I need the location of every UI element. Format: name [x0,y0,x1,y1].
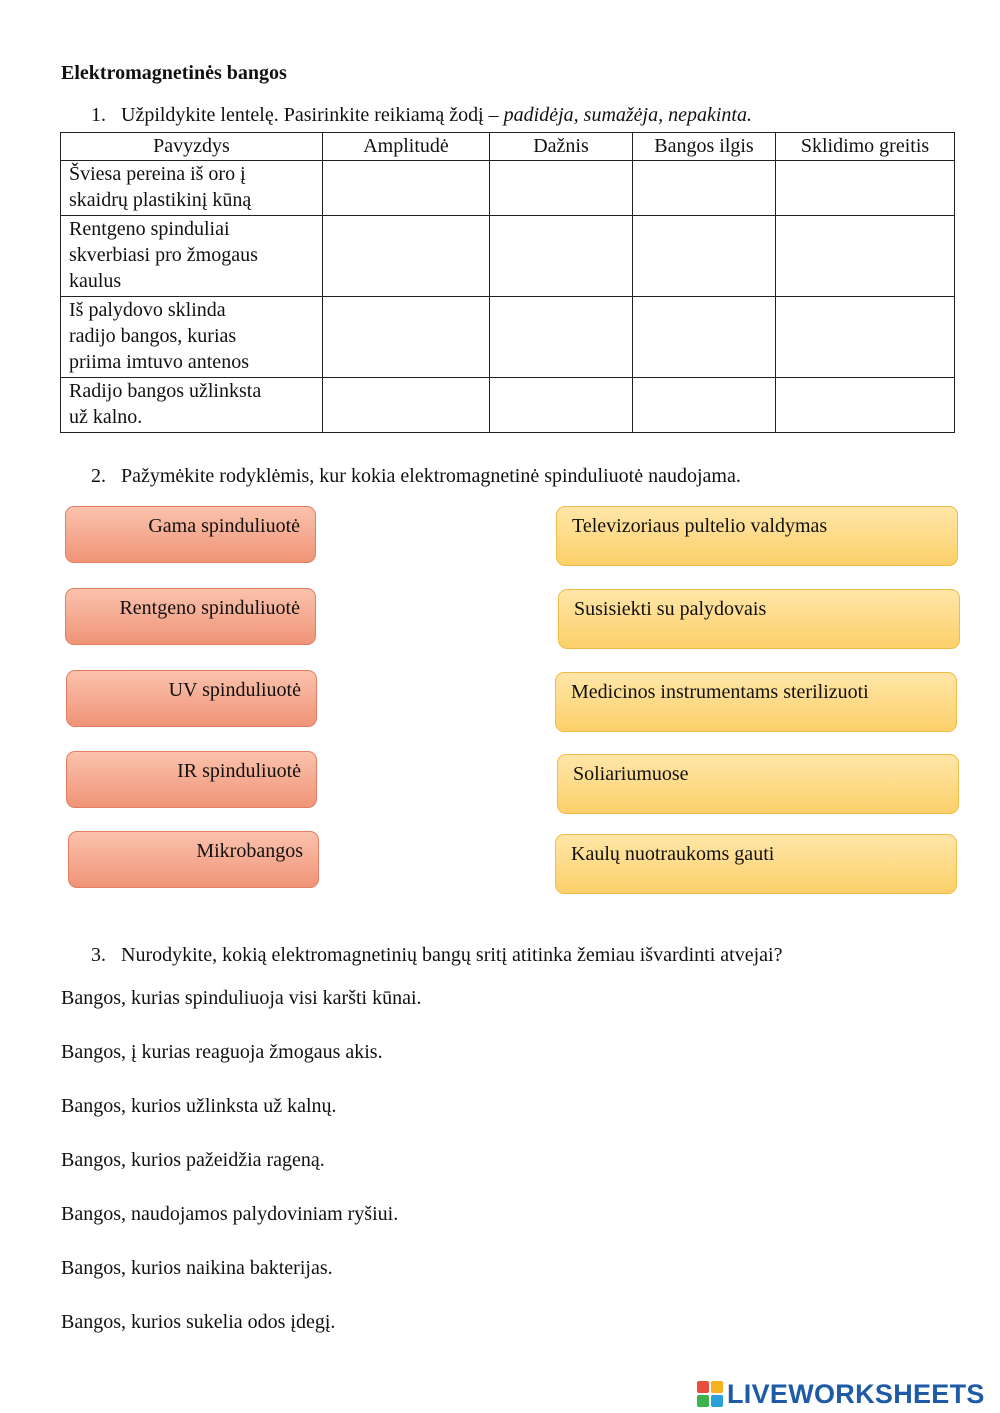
use-box-tv-remote[interactable]: Televizoriaus pultelio valdymas [556,506,958,566]
liveworksheets-wordmark: LIVEWORKSHEETS [727,1378,985,1409]
question-3-number: 3. [91,944,106,966]
question-2-number: 2. [91,465,106,487]
logo-square [711,1395,723,1407]
answer-cell[interactable] [633,216,776,297]
table-row [61,161,955,216]
liveworksheets-brand [697,1378,985,1410]
logo-square [697,1395,709,1407]
answer-cell[interactable] [776,297,955,378]
question-2 [91,465,741,488]
answer-cell[interactable] [323,297,490,378]
radiation-box-gamma[interactable]: Gama spinduliuotė [65,506,316,563]
use-box-sterilization[interactable]: Medicinos instrumentams sterilizuoti [555,672,957,732]
example-cell: Iš palydovo sklinda radijo bangos, kurias priima imtuvo antenos [61,297,323,378]
answer-cell[interactable] [323,378,490,433]
case-line: Bangos, kurias spinduliuoja visi karšti kūnai. [61,987,422,1009]
answer-cell[interactable] [323,216,490,297]
table-header-row [61,133,955,161]
question-1-options: padidėja, sumažėja, nepakinta. [503,104,752,126]
case-line: Bangos, kurios naikina bakterijas. [61,1257,333,1279]
column-header: Amplitudė [323,133,490,161]
table-row [61,216,955,297]
worksheet-title: Elektromagnetinės bangos [61,62,287,84]
logo-square [697,1381,709,1393]
column-header: Pavyzdys [61,133,323,161]
example-cell: Rentgeno spinduliai skverbiasi pro žmogaus kaulus [61,216,323,297]
question-3 [91,944,782,967]
answer-cell[interactable] [323,161,490,216]
radiation-box-uv[interactable]: UV spinduliuotė [66,670,317,727]
answer-cell[interactable] [776,378,955,433]
example-cell: Radijo bangos užlinksta už kalno. [61,378,323,433]
answer-cell[interactable] [633,297,776,378]
radiation-box-ir[interactable]: IR spinduliuotė [66,751,317,808]
column-header: Sklidimo greitis [776,133,955,161]
answer-cell[interactable] [776,216,955,297]
radiation-box-xray[interactable]: Rentgeno spinduliuotė [65,588,316,645]
case-line: Bangos, naudojamos palydoviniam ryšiui. [61,1203,399,1225]
example-cell: Šviesa pereina iš oro į skaidrų plastikinį kūną [61,161,323,216]
answer-table [60,132,955,433]
table-row [61,297,955,378]
answer-cell[interactable] [633,161,776,216]
answer-cell[interactable] [490,161,633,216]
answer-cell[interactable] [490,216,633,297]
column-header: Bangos ilgis [633,133,776,161]
answer-cell[interactable] [490,297,633,378]
question-2-text: Pažymėkite rodyklėmis, kur kokia elektromagnetinė spinduliuotė naudojama. [121,465,741,487]
liveworksheets-logo-icon [697,1381,723,1407]
use-box-bone-xray[interactable]: Kaulų nuotraukoms gauti [555,834,957,894]
case-line: Bangos, kurios sukelia odos įdegį. [61,1311,336,1333]
use-box-solarium[interactable]: Soliariumuose [557,754,959,814]
radiation-box-microwaves[interactable]: Mikrobangos [68,831,319,888]
use-box-satellites[interactable]: Susisiekti su palydovais [558,589,960,649]
logo-square [711,1381,723,1393]
answer-cell[interactable] [633,378,776,433]
column-header: Dažnis [490,133,633,161]
answer-cell[interactable] [490,378,633,433]
table-row [61,378,955,433]
case-line: Bangos, kurios pažeidžia rageną. [61,1149,325,1171]
case-line: Bangos, į kurias reaguoja žmogaus akis. [61,1041,383,1063]
case-line: Bangos, kurios užlinksta už kalnų. [61,1095,337,1117]
question-1 [91,104,752,127]
question-3-text: Nurodykite, kokią elektromagnetinių bangų sritį atitinka žemiau išvardinti atvejai? [121,944,783,966]
answer-cell[interactable] [776,161,955,216]
question-1-number: 1. [91,104,106,126]
question-1-text: Užpildykite lentelę. Pasirinkite reikiamą žodį – [121,104,504,126]
